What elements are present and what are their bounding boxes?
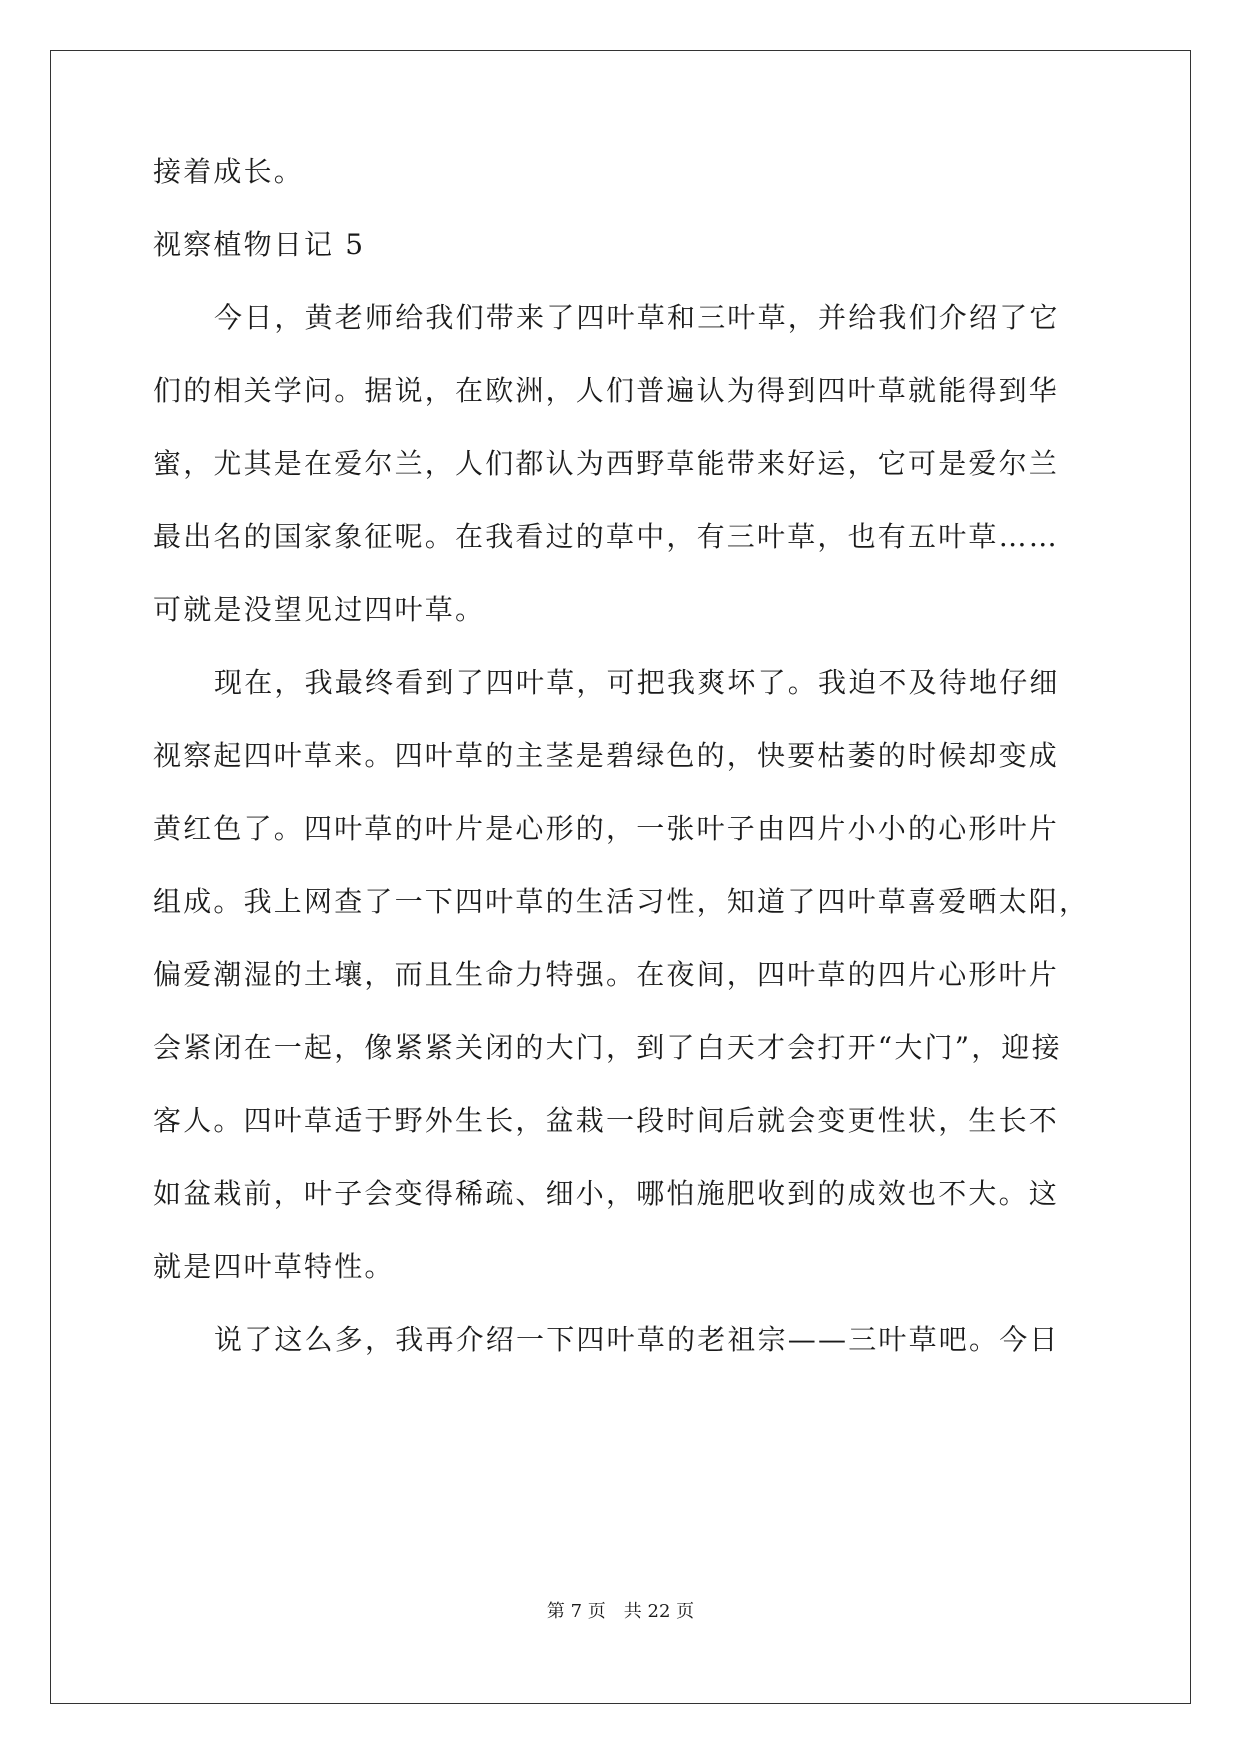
text-line: 黄红色了。四叶草的叶片是心形的，一张叶子由四片小小的心形叶片 [153,812,1060,845]
text-line: 今日，黄老师给我们带来了四叶草和三叶草，并给我们介绍了它 [214,301,1060,334]
text-line: 视察起四叶草来。四叶草的主茎是碧绿色的，快要枯萎的时候却变成 [153,739,1060,772]
text-line: 接着成长。 [153,155,305,188]
text-line: 偏爱潮湿的土壤，而且生命力特强。在夜间，四叶草的四片心形叶片 [153,958,1060,991]
text-line: 如盆栽前，叶子会变得稀疏、细小，哪怕施肥收到的成效也不大。这 [153,1177,1060,1210]
text-line: 现在，我最终看到了四叶草，可把我爽坏了。我迫不及待地仔细 [214,666,1060,699]
text-line: 们的相关学问。据说，在欧洲，人们普遍认为得到四叶草就能得到华 [153,374,1060,407]
text-line: 可就是没望见过四叶草。 [153,593,486,626]
page-number: 第 7 页 共 22 页 [546,1601,695,1622]
text-line: 客人。四叶草适于野外生长，盆栽一段时间后就会变更性状，生长不 [153,1104,1060,1137]
text-line: 组成。我上网查了一下四叶草的生活习性，知道了四叶草喜爱晒太阳， [153,885,1090,918]
text-line: 说了这么多，我再介绍一下四叶草的老祖宗——三叶草吧。今日 [214,1323,1060,1356]
text-line: 最出名的国家象征呢。在我看过的草中，有三叶草，也有五叶草…… [153,520,1060,553]
text-line: 会紧闭在一起，像紧紧关闭的大门，到了白天才会打开“大门”，迎接 [153,1031,1062,1064]
text-line: 蜜，尤其是在爱尔兰，人们都认为西野草能带来好运，它可是爱尔兰 [153,447,1060,480]
section-title: 视察植物日记 5 [153,228,366,261]
text-line: 就是四叶草特性。 [153,1250,395,1283]
